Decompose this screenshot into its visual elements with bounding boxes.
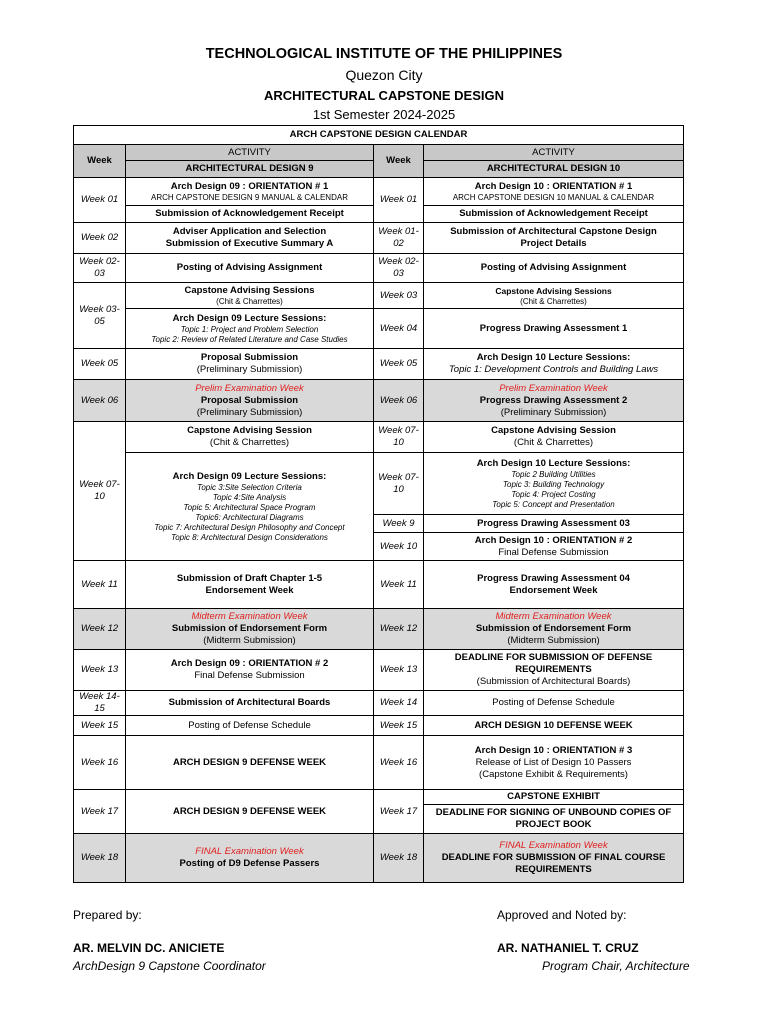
activity-cell: FINAL Examination Week Posting of D9 Defense Passers [126, 834, 374, 883]
exam-week-label: FINAL Examination Week [195, 846, 304, 857]
activity-cell: Midterm Examination Week Submission of Endorsement Form (Midterm Submission) [126, 609, 374, 650]
activity-cell: Arch Design 10 : ORIENTATION # 3 Release of List of Design 10 Passers (Capstone Exhibit & Requirements) [424, 736, 684, 790]
exam-week-label: Midterm Examination Week [191, 611, 308, 622]
week-cell: Week 16 [374, 736, 424, 790]
week-cell: Week 17 [374, 790, 424, 834]
week-cell: Week 01 [374, 178, 424, 223]
activity-cell: Arch Design 10 Lecture Sessions: Topic 1: Development Controls and Building Laws [424, 349, 684, 380]
week-cell: Week 16 [74, 736, 126, 790]
week-column-header: Week [374, 145, 424, 178]
activity-cell: Posting of Advising Assignment [126, 254, 374, 283]
week-cell: Week 05 [374, 349, 424, 380]
week-cell: Week 10 [374, 533, 424, 561]
activity-cell: Progress Drawing Assessment 03 [424, 515, 684, 533]
week-cell: Week 11 [74, 561, 126, 609]
activity-cell: Arch Design 09 Lecture Sessions: Topic 3:Site Selection Criteria Topic 4:Site Analysis Topic 5: Architectural Space Program Topic6: Architectural Diagrams Topic 7: Architectural Design Philosophy and Concept Topic 8: Architectural Design Considerations [126, 453, 374, 561]
week-cell: Week 04 [374, 309, 424, 349]
activity-cell: Capstone Advising Sessions (Chit & Charrettes) [424, 283, 684, 309]
activity-column-header: ACTIVITY [424, 145, 684, 161]
week-cell: Week 06 [74, 380, 126, 422]
exam-week-label: Prelim Examination Week [195, 382, 304, 394]
activity-cell: Arch Design 09 : ORIENTATION # 2 Final Defense Submission [126, 650, 374, 691]
week-cell: Week 07-10 [74, 422, 126, 561]
week-cell: Week 15 [374, 716, 424, 736]
activity-cell: DEADLINE FOR SUBMISSION OF DEFENSE REQUIREMENTS (Submission of Architectural Boards) [424, 650, 684, 691]
week-cell: Week 03 [374, 283, 424, 309]
week-cell: Week 11 [374, 561, 424, 609]
week-cell: Week 03-05 [74, 283, 126, 349]
prepared-by-name: AR. MELVIN DC. ANICIETE [73, 941, 225, 955]
activity-cell: Capstone Advising Sessions (Chit & Charrettes) [126, 283, 374, 309]
activity-cell: Arch Design 10 : ORIENTATION # 1 ARCH CAPSTONE DESIGN 10 MANUAL & CALENDAR [424, 178, 684, 206]
right-subject-header: ARCHITECTURAL DESIGN 10 [424, 161, 684, 178]
activity-cell: Posting of Advising Assignment [424, 254, 684, 283]
capstone-calendar-table [73, 125, 684, 883]
activity-cell: Prelim Examination Week Proposal Submission (Preliminary Submission) [126, 380, 374, 422]
activity-cell: Adviser Application and Selection Submission of Executive Summary A [126, 223, 374, 254]
week-cell: Week 12 [74, 609, 126, 650]
activity-cell: Submission of Architectural Capstone Design Project Details [424, 223, 684, 254]
week-cell: Week 9 [374, 515, 424, 533]
week-cell: Week 01 [74, 178, 126, 223]
activity-cell: Capstone Advising Session (Chit & Charrettes) [126, 422, 374, 453]
week-cell: Week 06 [374, 380, 424, 422]
left-subject-header: ARCHITECTURAL DESIGN 9 [126, 161, 374, 178]
activity-cell: Posting of Defense Schedule [424, 691, 684, 716]
activity-cell: CAPSTONE EXHIBIT [424, 790, 684, 805]
week-cell: Week 07-10 [374, 453, 424, 515]
approved-by-name: AR. NATHANIEL T. CRUZ [497, 941, 639, 955]
week-cell: Week 18 [74, 834, 126, 883]
activity-cell: Prelim Examination Week Progress Drawing Assessment 2 (Preliminary Submission) [424, 380, 684, 422]
activity-cell: Proposal Submission (Preliminary Submission) [126, 349, 374, 380]
exam-week-label: Prelim Examination Week [499, 382, 608, 394]
activity-cell: Progress Drawing Assessment 04 Endorsement Week [424, 561, 684, 609]
activity-cell: DEADLINE FOR SIGNING OF UNBOUND COPIES OF PROJECT BOOK [424, 805, 684, 834]
week-column-header: Week [74, 145, 126, 178]
institution-name: TECHNOLOGICAL INSTITUTE OF THE PHILIPPINES [205, 46, 563, 62]
week-cell: Week 07-10 [374, 422, 424, 453]
activity-cell: Submission of Acknowledgement Receipt [424, 206, 684, 223]
activity-column-header: ACTIVITY [126, 145, 374, 161]
activity-cell: Posting of Defense Schedule [126, 716, 374, 736]
activity-cell: Submission of Acknowledgement Receipt [126, 206, 374, 223]
approved-by-label: Approved and Noted by: [497, 908, 627, 922]
exam-week-label: Midterm Examination Week [495, 611, 612, 622]
exam-week-label: FINAL Examination Week [499, 840, 608, 851]
week-cell: Week 13 [74, 650, 126, 691]
activity-cell: Midterm Examination Week Submission of Endorsement Form (Midterm Submission) [424, 609, 684, 650]
activity-cell: FINAL Examination Week DEADLINE FOR SUBMISSION OF FINAL COURSE REQUIREMENTS [424, 834, 684, 883]
week-cell: Week 18 [374, 834, 424, 883]
city-name: Quezon City [345, 67, 423, 83]
activity-cell: Submission of Architectural Boards [126, 691, 374, 716]
prepared-by-label: Prepared by: [73, 908, 142, 922]
week-cell: Week 12 [374, 609, 424, 650]
week-cell: Week 02-03 [374, 254, 424, 283]
week-cell: Week 17 [74, 790, 126, 834]
week-cell: Week 02-03 [74, 254, 126, 283]
prepared-by-title: ArchDesign 9 Capstone Coordinator [73, 959, 266, 973]
semester-label: 1st Semester 2024-2025 [312, 107, 456, 122]
week-cell: Week 02 [74, 223, 126, 254]
calendar-title: ARCH CAPSTONE DESIGN CALENDAR [74, 126, 684, 145]
activity-cell: Capstone Advising Session (Chit & Charrettes) [424, 422, 684, 453]
week-cell: Week 05 [74, 349, 126, 380]
week-cell: Week 15 [74, 716, 126, 736]
week-cell: Week 14-15 [74, 691, 126, 716]
activity-cell: Submission of Draft Chapter 1-5 Endorsement Week [126, 561, 374, 609]
activity-cell: ARCH DESIGN 10 DEFENSE WEEK [424, 716, 684, 736]
activity-cell: Arch Design 09 Lecture Sessions: Topic 1: Project and Problem Selection Topic 2: Review of Related Literature and Case Studies [126, 309, 374, 349]
activity-cell: Arch Design 10 : ORIENTATION # 2 Final Defense Submission [424, 533, 684, 561]
week-cell: Week 13 [374, 650, 424, 691]
activity-cell: Progress Drawing Assessment 1 [424, 309, 684, 349]
program-title: ARCHITECTURAL CAPSTONE DESIGN [263, 88, 505, 103]
activity-cell: Arch Design 10 Lecture Sessions: Topic 2 Building Utilities Topic 3: Building Technology Topic 4: Project Costing Topic 5: Concept and Presentation [424, 453, 684, 515]
approved-by-title: Program Chair, Architecture [542, 959, 690, 973]
week-cell: Week 14 [374, 691, 424, 716]
week-cell: Week 01-02 [374, 223, 424, 254]
activity-cell: ARCH DESIGN 9 DEFENSE WEEK [126, 790, 374, 834]
activity-cell: ARCH DESIGN 9 DEFENSE WEEK [126, 736, 374, 790]
activity-cell: Arch Design 09 : ORIENTATION # 1 ARCH CAPSTONE DESIGN 9 MANUAL & CALENDAR [126, 178, 374, 206]
